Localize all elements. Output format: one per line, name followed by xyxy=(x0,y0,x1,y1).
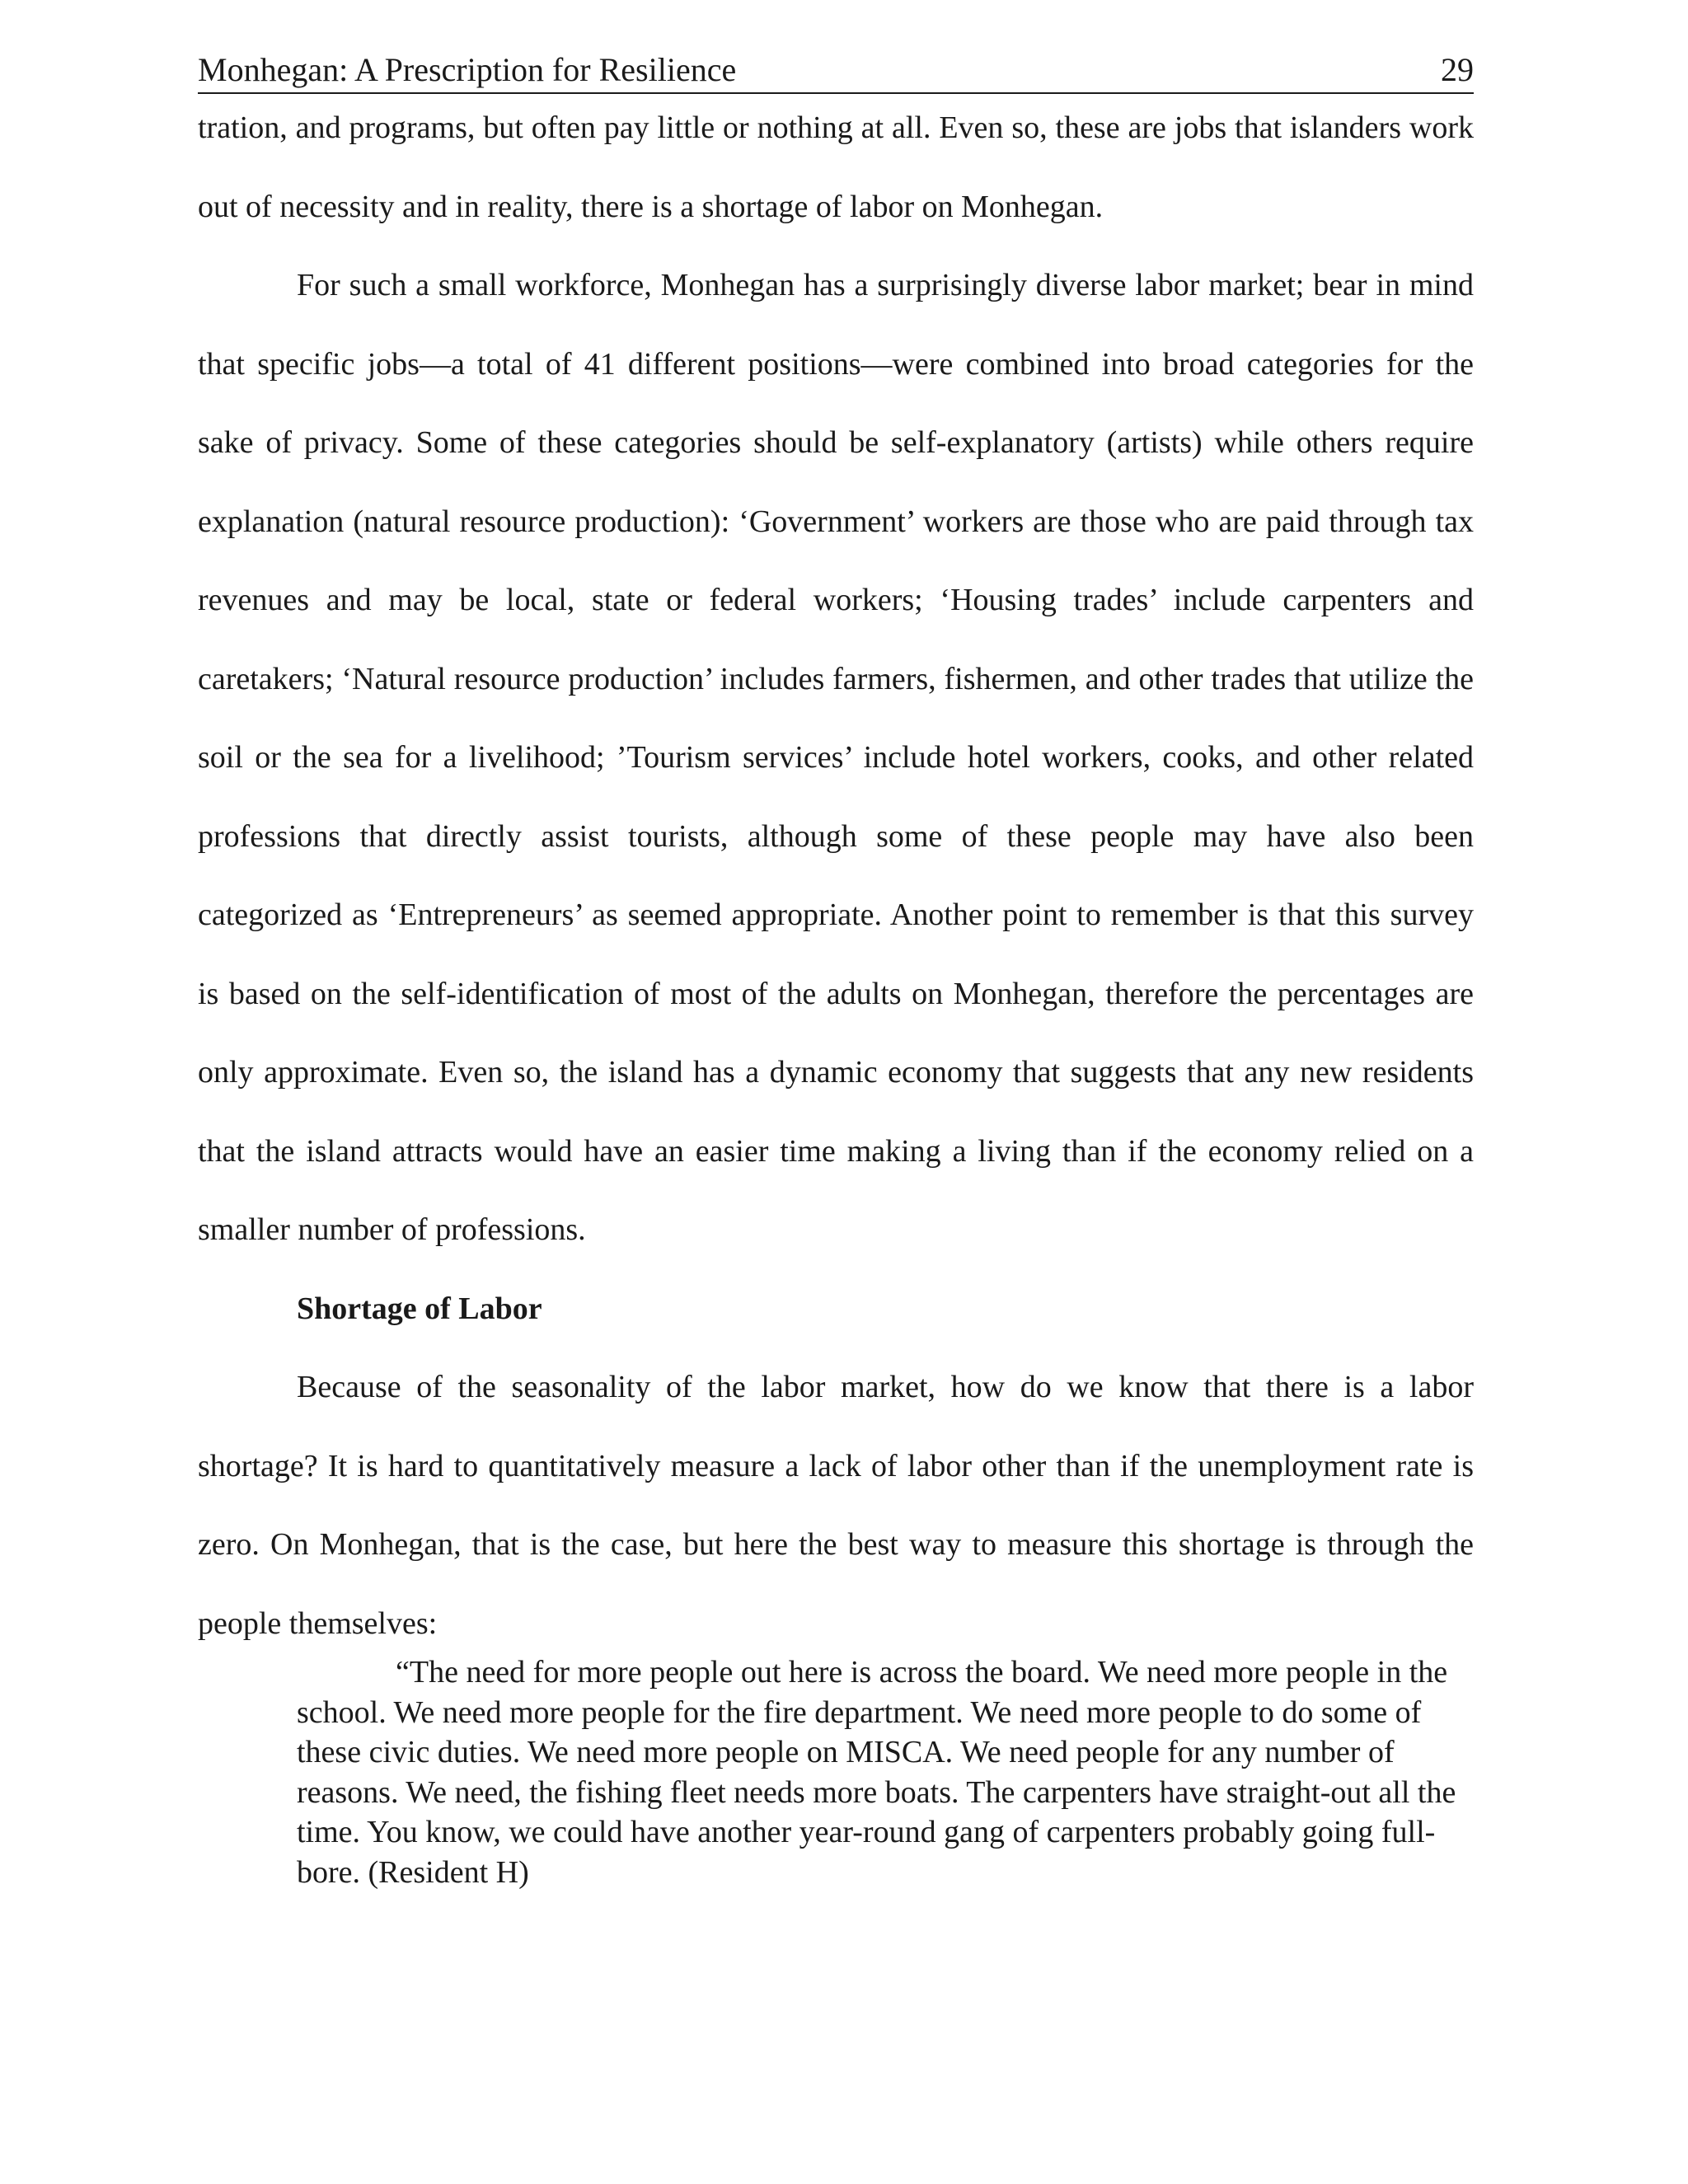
header-title: Monhegan: A Prescription for Resilience xyxy=(198,51,737,88)
paragraph-labor-market: For such a small workforce, Monhegan has a surprisingly diverse labor market; bear in mind that specific jobs—a total of 41 different positions—were combined into broad categories for the sake of privacy. Some of these categories should be self-explanatory (artists) while others require explanation (natural resource production): ‘Government’ workers are those who are paid through tax revenues and may be local, state or federal workers; ‘Housing trades’ include carpenters and caretakers; ‘Natural resource production’ includes farmers, fishermen, and other trades that utilize the soil or the sea for a livelihood; ’Tourism services’ include hotel workers, cooks, and other related professions that directly assist tourists, although some of these people may have also been categorized as ‘Entrepreneurs’ as seemed appropriate. Another point to remember is that this survey is based on the self-identification of most of the adults on Monhegan, therefore the percentages are only approximate. Even so, the island has a dynamic economy that suggests that any new residents that the island attracts would have an easier time making a living than if the economy relied on a smaller number of professions. xyxy=(198,268,1474,1247)
section-heading: Shortage of Labor xyxy=(297,1291,542,1326)
document-page xyxy=(198,0,1474,2184)
block-quote: “The need for more people out here is across the board. We need more people in the school. We need more people for the fire department. We need more people to do some of these civic duties. We need more people on MISCA. We need people for any number of reasons. We need, the fishing fleet needs more boats. The carpenters have straight-out all the time. You know, we could have another year-round gang of carpenters probably going full-bore. (Resident H) xyxy=(297,1655,1456,1890)
paragraph-labor-shortage: Because of the seasonality of the labor market, how do we know that there is a labor shortage? It is hard to quantitatively measure a lack of labor other than if the unemployment rate is zero. On Monhegan, that is the case, but here the best way to measure this shortage is through the people themselves: xyxy=(198,1370,1474,1641)
page-number: 29 xyxy=(1441,51,1474,88)
paragraph-continuation: tration, and programs, but often pay little or nothing at all. Even so, these are jobs that islanders work out of necessity and in reality, there is a shortage of labor on Monhegan. xyxy=(198,110,1474,224)
running-header xyxy=(198,48,1474,94)
body-text xyxy=(198,89,1474,1663)
